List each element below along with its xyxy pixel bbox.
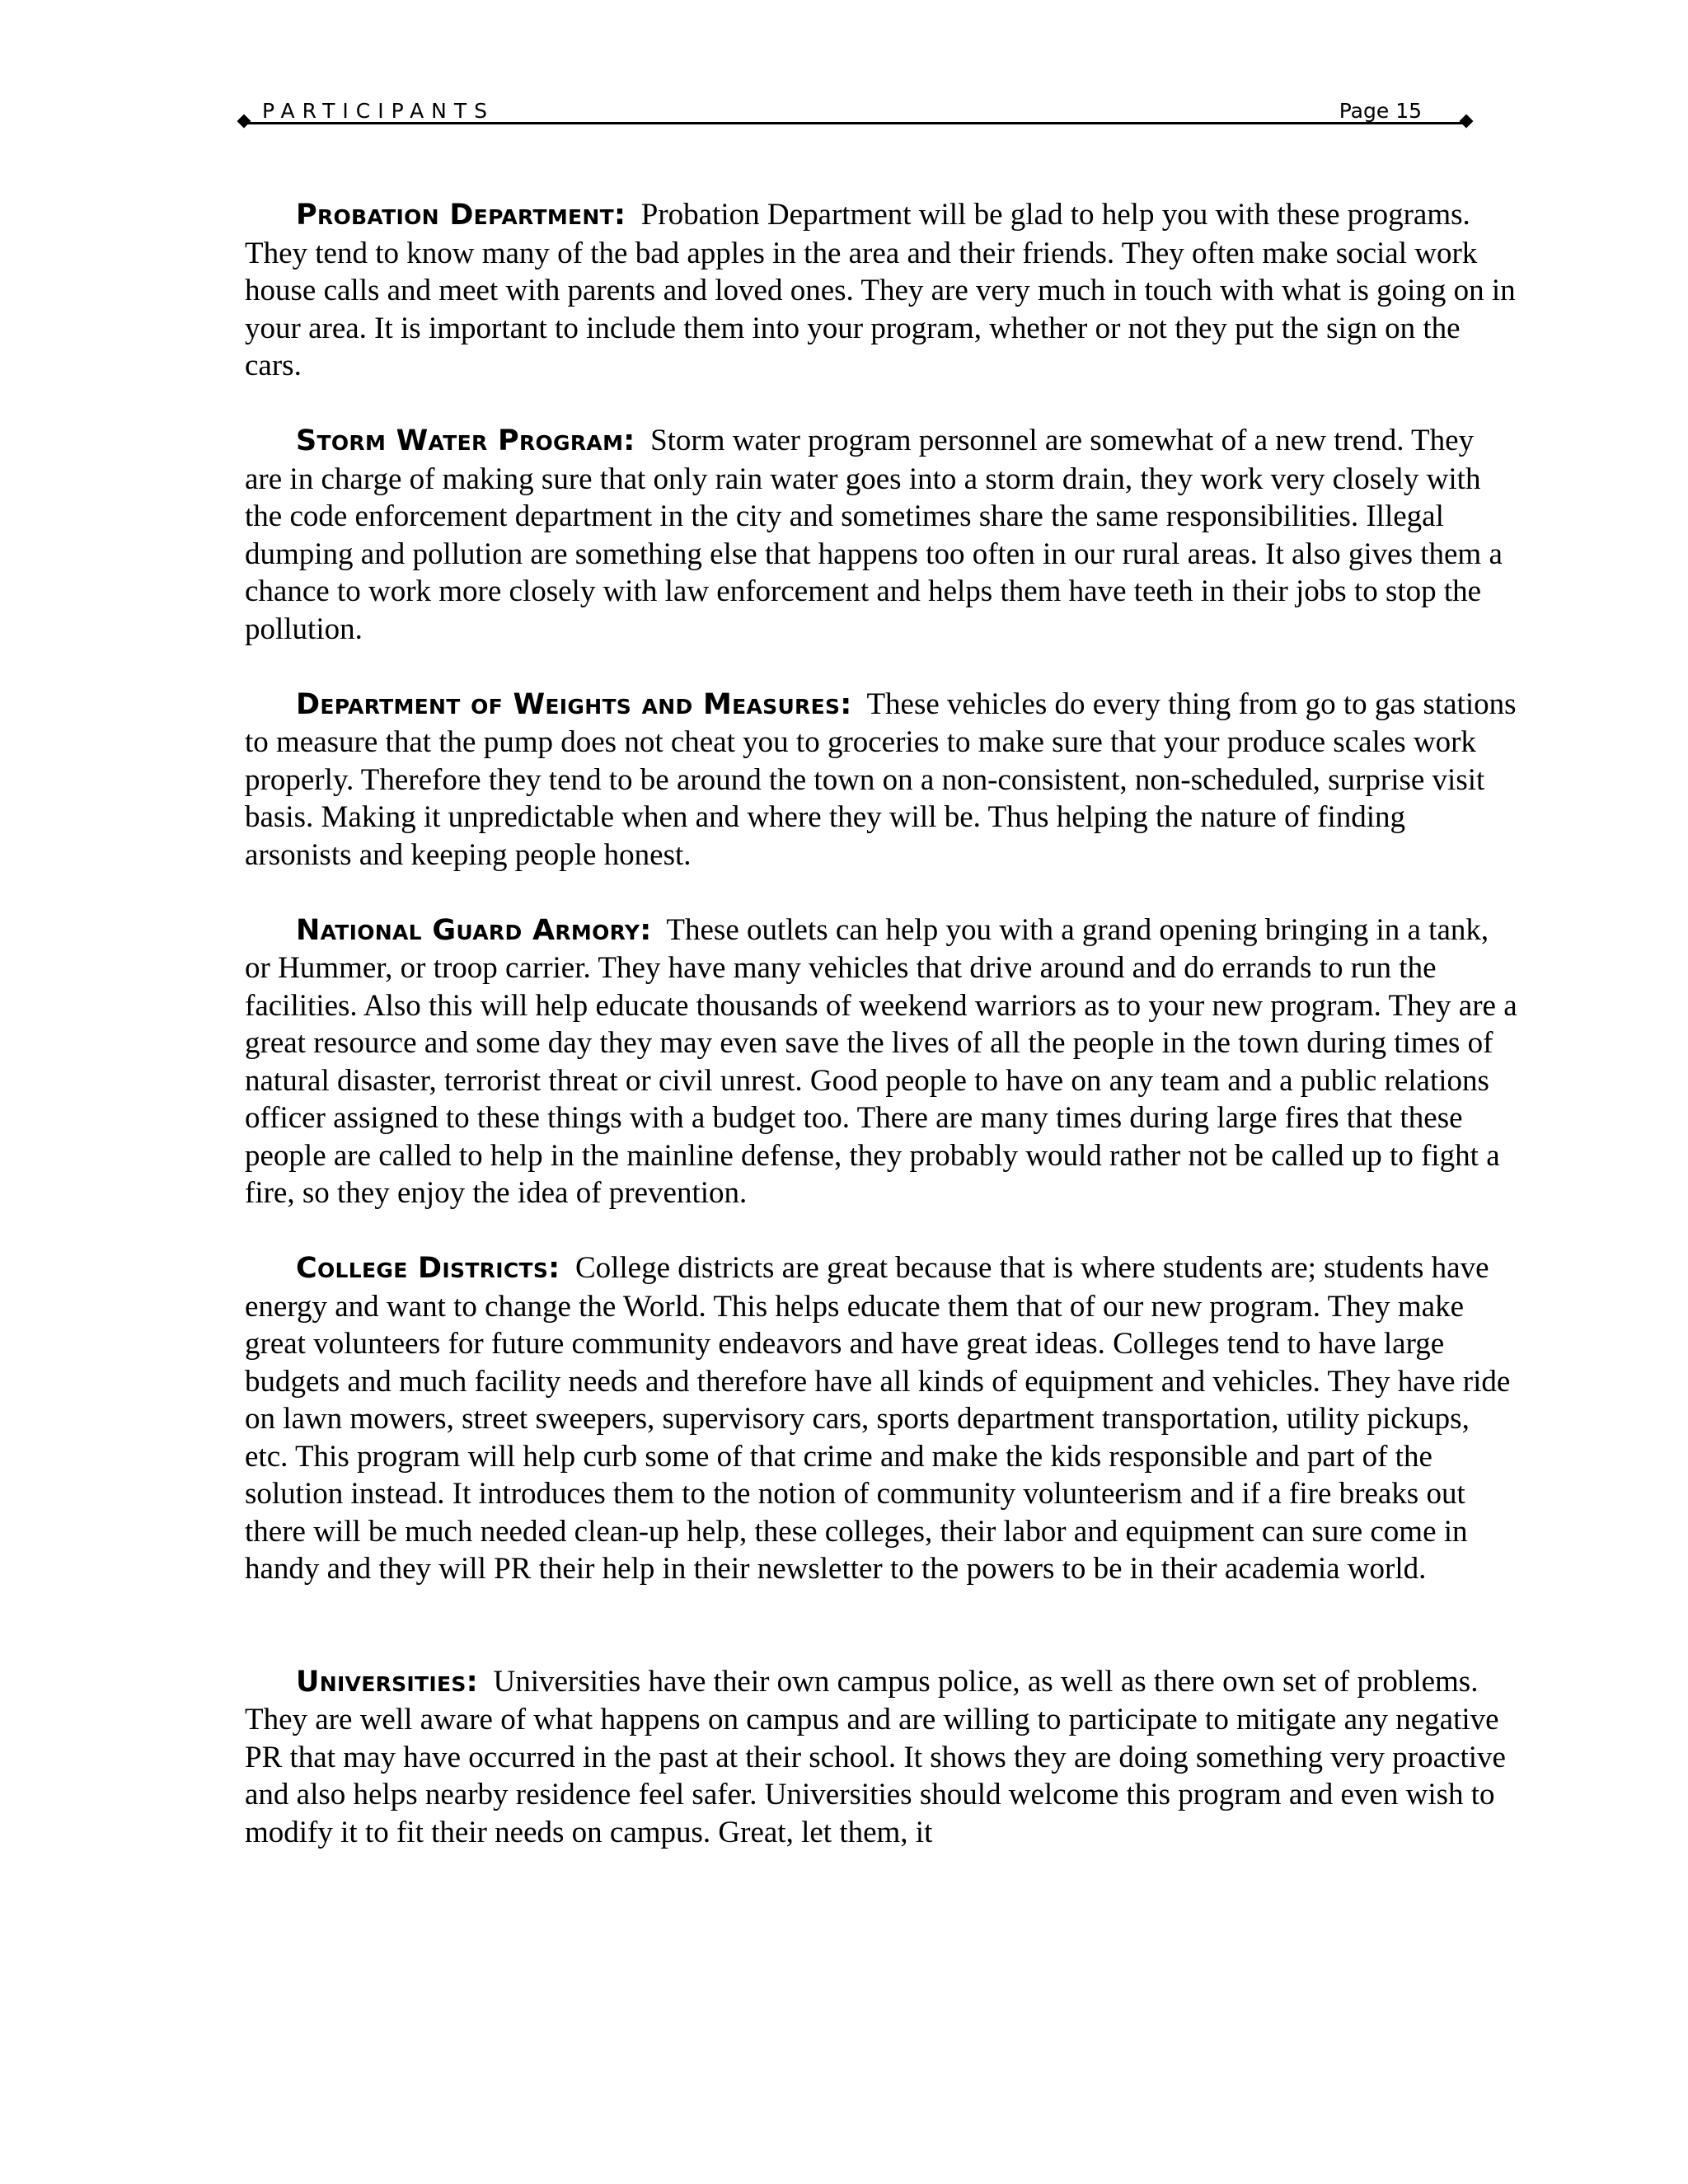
paragraph-universities: [245, 1663, 1518, 1852]
header-page-number: Page 15: [1339, 99, 1422, 123]
paragraph-national-guard-armory: [245, 912, 1518, 1212]
document-body: [245, 196, 1518, 1851]
header-diamond-left-icon: [237, 115, 251, 129]
paragraph-heading: Storm Water Program:: [296, 424, 635, 457]
paragraph-heading: Universities:: [296, 1665, 478, 1699]
paragraph-text: Universities have their own campus police, as well as there own set of problems. They are well aware of what happens on campus and are willing to participate to mitigate any negative PR that may have occurred in the past at their school. It shows they are doing something very proactive and also helps nearby residence feel safer. Universities should welcome this program and even wish to modify it to fit their needs on campus. Great, let them, it: [245, 1664, 1506, 1849]
paragraph-text: These vehicles do every thing from go to gas stations to measure that the pump does not cheat you to groceries to make sure that your produce scales work properly. Therefore they tend to be around the town on a non-consistent, non-scheduled, surprise visit basis. Making it unpredictable when and where they will be. Thus helping the nature of finding arsonists and keeping people honest.: [245, 687, 1517, 872]
paragraph-heading: National Guard Armory:: [296, 913, 652, 947]
paragraph-storm-water-program: [245, 422, 1518, 648]
paragraph-text: Probation Department will be glad to help you with these programs. They tend to know many of the bad apples in the area and their friends. They often make social work house calls and meet with parents and loved ones. They are very much in touch with what is going on in your area. It is important to include them into your program, whether or not they put the sign on the cars.: [245, 198, 1516, 382]
paragraph-weights-and-measures: [245, 686, 1518, 874]
paragraph-text: These outlets can help you with a grand opening bringing in a tank, or Hummer, or troop carrier. They have many vehicles that drive around and do errands to run the facilities. Also this will help educate thousands of weekend warriors as to your new program. They are a great resource and some day they may even save the lives of all the people in the town during times of natural disaster, terrorist threat or civil unrest. Good people to have on any team and a public relations officer assigned to these things with a budget too. There are many times during large fires that these people are called to help in the mainline defense, they probably would rather not be called up to fight a fire, so they enjoy the idea of prevention.: [245, 912, 1517, 1210]
header-rule: [246, 122, 1465, 124]
paragraph-heading: Department of Weights and Measures:: [296, 687, 852, 721]
header-diamond-right-icon: [1460, 115, 1474, 129]
paragraph-probation-department: [245, 196, 1518, 385]
paragraph-text: College districts are great because that is where students are; students have energy and want to change the World. This helps educate them that of our new program. They make great volunteers for future community endeavors and have great ideas. Colleges tend to have large budgets and much facility needs and therefore have all kinds of equipment and vehicles. They have ride on lawn mowers, street sweepers, supervisory cars, sports department transportation, utility pickups, etc. This program will help curb some of that crime and make the kids responsible and part of the solution instead. It introduces them to the notion of community volunteerism and if a fire breaks out there will be much needed clean-up help, these colleges, their labor and equipment can sure come in handy and they will PR their help in their newsletter to the powers to be in their academia world.: [245, 1251, 1511, 1586]
header-section-title: PARTICIPANTS: [262, 99, 495, 123]
page-header: [239, 91, 1471, 132]
paragraph-heading: College Districts:: [296, 1252, 560, 1285]
paragraph-text: Storm water program personnel are somewhat of a new trend. They are in charge of making sure that only rain water goes into a storm drain, they work very closely with the code enforcement department in the city and sometimes share the same responsibilities. Illegal dumping and pollution are something else that happens too often in our rural areas. It also gives them a chance to work more closely with law enforcement and helps them have teeth in their jobs to stop the pollution.: [245, 424, 1503, 646]
paragraph-heading: Probation Department:: [296, 199, 626, 232]
paragraph-college-districts: [245, 1249, 1518, 1588]
